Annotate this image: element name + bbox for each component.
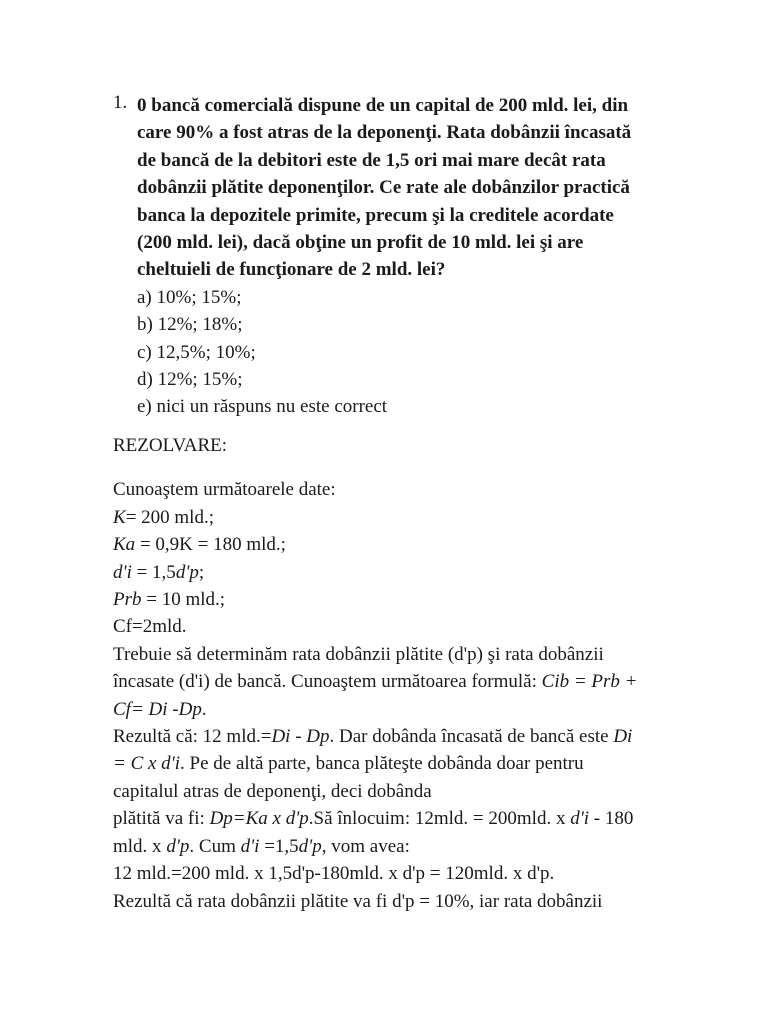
- para-line: [113, 750, 673, 777]
- paragraph-formula: [113, 641, 673, 723]
- formula: d'p: [166, 835, 190, 857]
- text: = 200 mld.;: [125, 506, 214, 528]
- para-line: Trebuie să determinăm rata dobânzii plătite (d'p) şi rata dobânzii: [113, 643, 604, 665]
- text: = 0,9K = 180 mld.;: [135, 534, 286, 556]
- para-line: capitalul atras de deponenţi, deci dobânda: [113, 780, 432, 802]
- intro-line: Cunoaştem următoarele date:: [113, 479, 336, 501]
- option-e: e) nici un răspuns nu este correct: [137, 396, 388, 418]
- option-b: b) 12%; 18%;: [137, 314, 243, 336]
- var-k: K: [113, 506, 126, 528]
- data-di: [113, 559, 673, 586]
- formula: d'i: [570, 808, 590, 830]
- text: mld. x: [113, 835, 167, 857]
- var-ka: Ka: [113, 534, 136, 556]
- data-cf: Cf=2mld.: [113, 616, 187, 638]
- para-line: [113, 723, 673, 750]
- text: = 10 mld.;: [141, 589, 226, 611]
- var-prb: Prb: [113, 589, 142, 611]
- statement-line: banca la depozitele primite, precum şi la creditele acordate: [137, 204, 614, 226]
- para-line: 12 mld.=200 mld. x 1,5d'p-180mld. x d'p = 120mld. x d'p.: [113, 863, 555, 885]
- formula: Di: [613, 726, 633, 748]
- para-line: [113, 668, 673, 695]
- option-a: a) 10%; 15%;: [137, 286, 242, 308]
- data-prb: [113, 586, 673, 613]
- para-line: [113, 805, 673, 832]
- text: Rezultă că: 12 mld.=: [113, 726, 272, 748]
- option-c: c) 12,5%; 10%;: [137, 341, 256, 363]
- problem-block: [113, 92, 673, 421]
- statement-line: (200 mld. lei), dacă obţine un profit de 10 mld. lei şi are: [137, 232, 584, 254]
- formula: Dp=Ka x d'p: [209, 808, 309, 830]
- data-ka: [113, 531, 673, 558]
- statement-line: 0 bancă comercială dispune de un capital de 200 mld. lei, din: [137, 95, 629, 116]
- data-k: [113, 504, 673, 531]
- text: .: [201, 698, 207, 720]
- text: . Pe de altă parte, banca plăteşte dobânda doar pentru: [180, 753, 584, 775]
- statement-line: de bancă de la debitori este de 1,5 ori mai mare decât rata: [137, 149, 606, 171]
- formula: Cf= Di -Dp: [113, 698, 202, 720]
- paragraph-derivation: [113, 723, 673, 915]
- text: .Să înlocuim: 12mld. = 200mld. x: [308, 808, 571, 830]
- statement-line: cheltuieli de funcţionare de 2 mld. lei?: [137, 259, 446, 281]
- text: plătită va fi:: [113, 808, 210, 830]
- statement-line: care 90% a fost atras de la deponenţi. Rata dobânzii încasată: [137, 122, 632, 144]
- para-line: [113, 696, 673, 723]
- formula: Cib = Prb +: [541, 671, 638, 693]
- text: =1,5: [259, 835, 299, 857]
- text: , vom avea:: [321, 835, 410, 857]
- formula: d'i: [240, 835, 260, 857]
- text: = 1,5: [131, 561, 176, 583]
- text: ;: [198, 561, 205, 583]
- answer-options: [137, 284, 673, 421]
- var-di: d'i: [113, 561, 132, 583]
- formula: Di - Dp: [271, 726, 330, 748]
- statement-line: dobânzii plătite deponenţilor. Ce rate ale dobânzilor practică: [137, 177, 630, 199]
- para-line: [113, 833, 673, 860]
- problem-statement: [137, 92, 673, 284]
- para-line: Rezultă că rata dobânzii plătite va fi d'p = 10%, iar rata dobânzii: [113, 890, 603, 912]
- solution-block: [113, 432, 673, 915]
- text: - 180: [589, 808, 634, 830]
- text: . Cum: [189, 835, 241, 857]
- text: încasate (d'i) de bancă. Cunoaştem următoarea formulă:: [113, 671, 542, 693]
- var-dp: d'p: [175, 561, 199, 583]
- option-d: d) 12%; 15%;: [137, 369, 243, 391]
- problem-number: 1.: [113, 92, 128, 113]
- formula: d'p: [298, 835, 322, 857]
- text: . Dar dobânda încasată de bancă este: [329, 726, 614, 748]
- formula: = C x d'i: [113, 753, 181, 775]
- solution-heading: REZOLVARE:: [113, 435, 228, 456]
